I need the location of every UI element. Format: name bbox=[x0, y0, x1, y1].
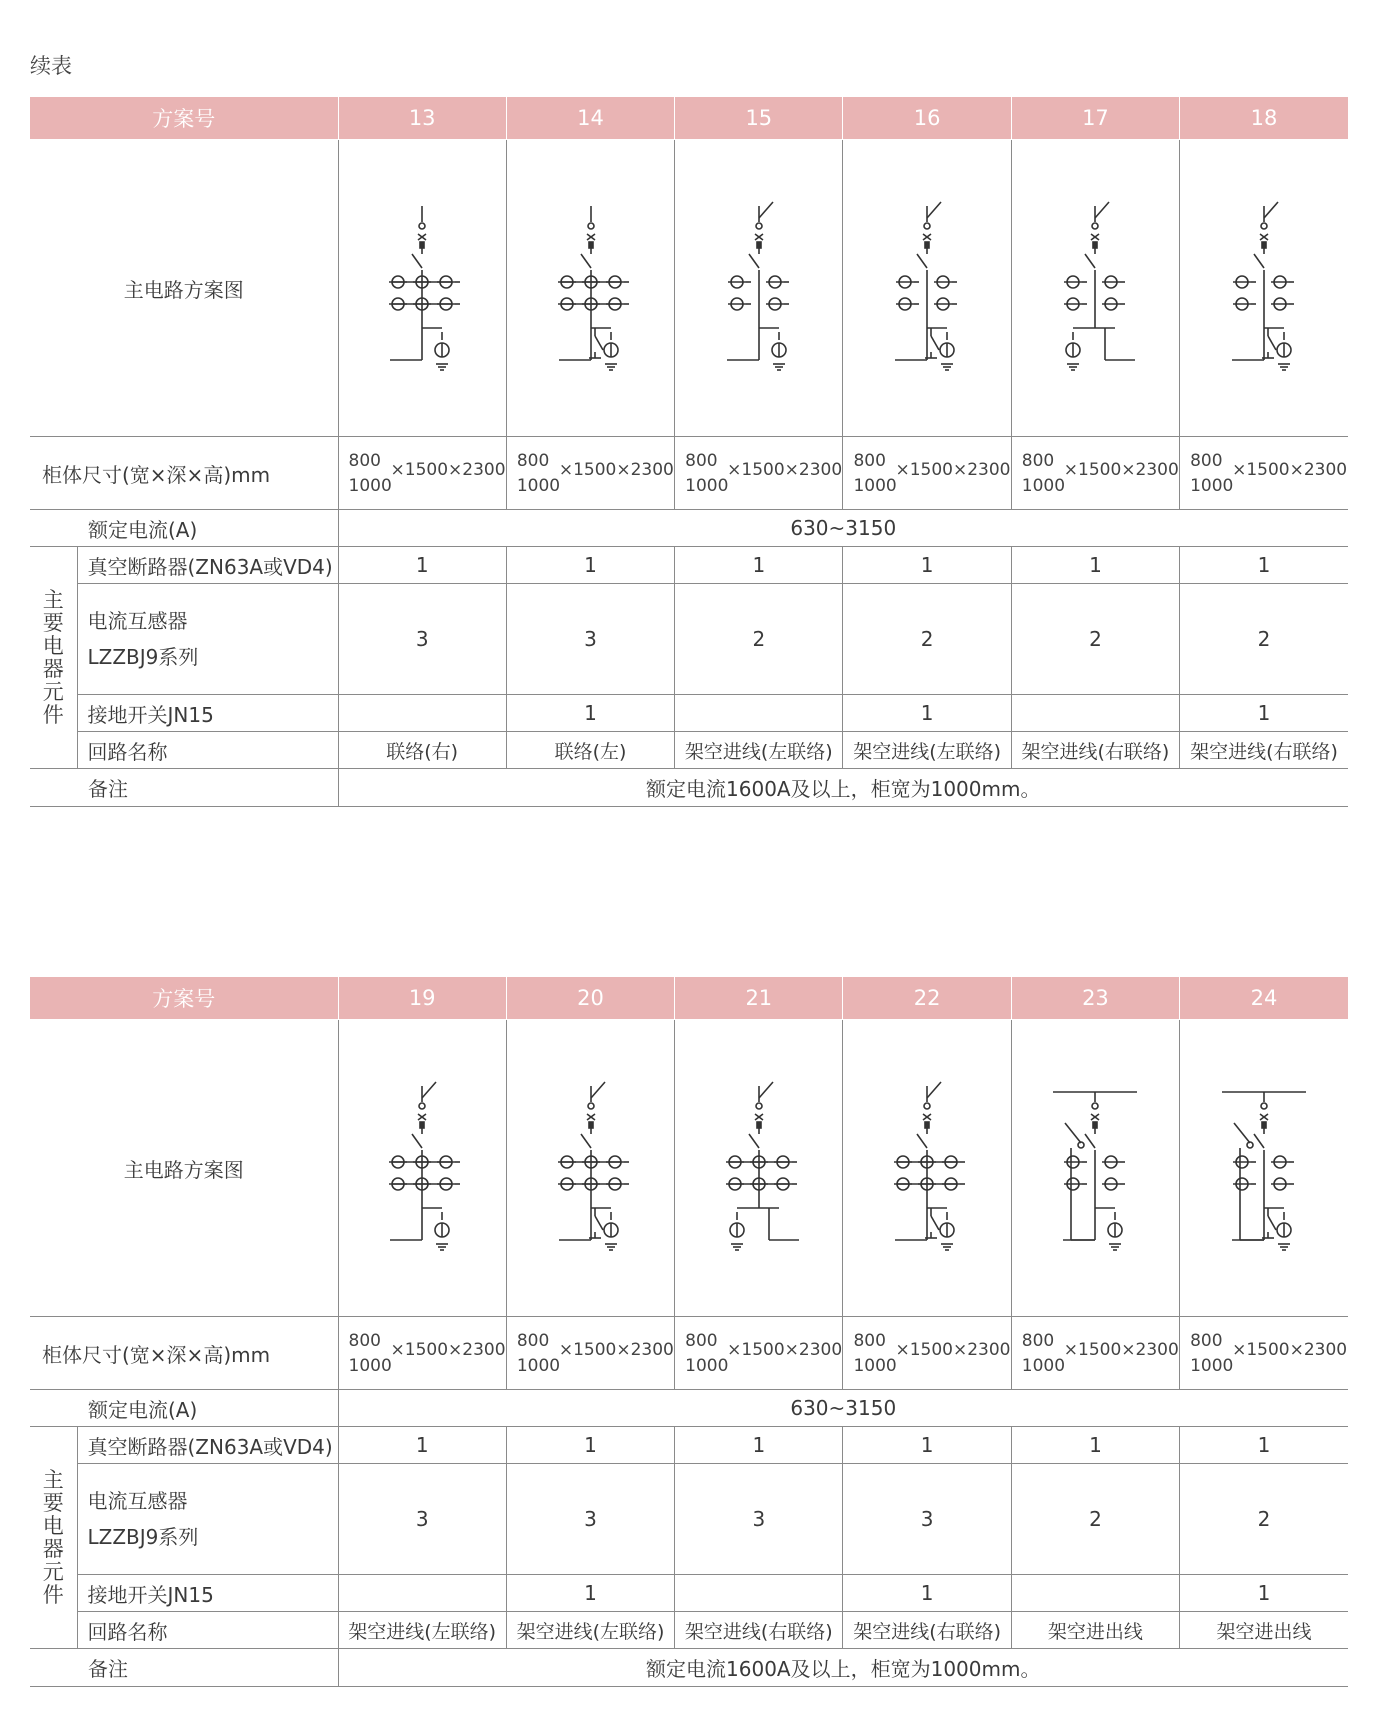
ct-label-line1: 电流互感器 bbox=[87, 609, 188, 633]
group-char: 主 bbox=[42, 587, 64, 612]
width-option-1000: 1000 bbox=[1190, 1356, 1234, 1376]
ct-qty: 3 bbox=[506, 1464, 674, 1575]
breaker-row bbox=[30, 1427, 1348, 1464]
cabinet-size-cell bbox=[338, 1317, 506, 1390]
circuit-cell bbox=[506, 140, 674, 437]
depth-height: ×1500×2300 bbox=[390, 460, 506, 480]
scheme-number: 23 bbox=[1011, 977, 1179, 1020]
width-option-1000: 1000 bbox=[853, 1356, 897, 1376]
earthing-label: 接地开关JN15 bbox=[77, 695, 338, 732]
width-option-1000: 1000 bbox=[348, 1356, 392, 1376]
circuit-cell bbox=[506, 1020, 674, 1317]
width-option-1000: 1000 bbox=[1190, 476, 1234, 496]
breaker-qty: 1 bbox=[338, 547, 506, 584]
size-row bbox=[30, 437, 1348, 510]
scheme-table-1 bbox=[30, 97, 1348, 807]
circuit-name: 架空进线(左联络) bbox=[506, 1612, 674, 1649]
circuit-name: 联络(右) bbox=[338, 732, 506, 769]
diagram-row bbox=[30, 140, 1348, 437]
circuit-name: 架空进出线 bbox=[1180, 1612, 1348, 1649]
depth-height: ×1500×2300 bbox=[895, 460, 1011, 480]
circuit-diagram-1-3 bbox=[852, 1068, 1002, 1268]
circuit-name: 架空进线(右联络) bbox=[675, 1612, 843, 1649]
circuit-cell bbox=[338, 1020, 506, 1317]
depth-height: ×1500×2300 bbox=[558, 1340, 674, 1360]
main-circuit-label: 主电路方案图 bbox=[30, 1020, 338, 1317]
remark-value: 额定电流1600A及以上，柜宽为1000mm。 bbox=[338, 769, 1348, 807]
scheme-no-label: 方案号 bbox=[30, 97, 338, 140]
rated-current-row bbox=[30, 1390, 1348, 1427]
remark-label: 备注 bbox=[30, 769, 338, 807]
circuit-cell bbox=[843, 140, 1011, 437]
circuit-name: 架空进线(左联络) bbox=[843, 732, 1011, 769]
scheme-number: 20 bbox=[506, 977, 674, 1020]
rated-current-label: 额定电流(A) bbox=[30, 510, 338, 547]
group-char: 件 bbox=[42, 702, 64, 727]
ct-label-line2: LZZBJ9系列 bbox=[87, 645, 199, 669]
circuit-diagram-1-2 bbox=[684, 1068, 834, 1268]
breaker-qty: 1 bbox=[843, 547, 1011, 584]
scheme-number: 16 bbox=[843, 97, 1011, 140]
breaker-qty: 1 bbox=[1011, 547, 1179, 584]
ct-qty: 2 bbox=[1011, 1464, 1179, 1575]
breaker-qty: 1 bbox=[675, 547, 843, 584]
main-circuit-label: 主电路方案图 bbox=[30, 140, 338, 437]
ct-label bbox=[77, 1464, 338, 1575]
width-option-800: 800 bbox=[1021, 451, 1055, 471]
group-char: 电 bbox=[42, 633, 64, 658]
remark-label: 备注 bbox=[30, 1649, 338, 1687]
earthing-qty bbox=[675, 1575, 843, 1612]
circuit-name: 架空进线(右联络) bbox=[843, 1612, 1011, 1649]
cabinet-size-cell bbox=[338, 437, 506, 510]
earthing-row bbox=[30, 1575, 1348, 1612]
breaker-qty: 1 bbox=[1180, 1427, 1348, 1464]
circuit-diagram-1-0 bbox=[347, 1068, 497, 1268]
rated-current-row bbox=[30, 510, 1348, 547]
ct-label bbox=[77, 584, 338, 695]
scheme-table-2 bbox=[30, 977, 1348, 1687]
width-option-1000: 1000 bbox=[516, 476, 561, 496]
cabinet-size-cell bbox=[1011, 1317, 1179, 1390]
cabinet-size-cell bbox=[675, 437, 843, 510]
ct-qty: 3 bbox=[675, 1464, 843, 1575]
breaker-qty: 1 bbox=[1011, 1427, 1179, 1464]
cabinet-size-cell bbox=[1180, 437, 1348, 510]
breaker-qty: 1 bbox=[506, 547, 674, 584]
earthing-qty bbox=[338, 1575, 506, 1612]
scheme-number: 18 bbox=[1180, 97, 1348, 140]
circuit-cell bbox=[843, 1020, 1011, 1317]
rated-current-value: 630~3150 bbox=[338, 510, 1348, 547]
width-option-800: 800 bbox=[348, 1331, 381, 1351]
header-row bbox=[30, 97, 1348, 140]
breaker-label: 真空断路器(ZN63A或VD4) bbox=[77, 547, 338, 584]
ct-qty: 2 bbox=[843, 584, 1011, 695]
earthing-qty: 1 bbox=[843, 1575, 1011, 1612]
earthing-qty bbox=[338, 695, 506, 732]
circuit-diagram-1-4 bbox=[1020, 1068, 1170, 1268]
width-option-1000: 1000 bbox=[1021, 1356, 1066, 1376]
circuit-diagram-1-5 bbox=[1189, 1068, 1339, 1268]
ct-qty: 2 bbox=[1180, 584, 1348, 695]
width-option-800: 800 bbox=[516, 1331, 550, 1351]
cabinet-size-label: 柜体尺寸(宽×深×高)mm bbox=[30, 1317, 338, 1390]
group-char: 元 bbox=[42, 1559, 64, 1584]
breaker-row bbox=[30, 547, 1348, 584]
width-option-800: 800 bbox=[1190, 1331, 1223, 1351]
scheme-no-label: 方案号 bbox=[30, 977, 338, 1020]
earthing-qty bbox=[675, 695, 843, 732]
main-components-label bbox=[30, 1427, 77, 1649]
circuit-diagram-0-2 bbox=[684, 188, 834, 388]
rated-current-value: 630~3150 bbox=[338, 1390, 1348, 1427]
cabinet-size-cell bbox=[506, 437, 674, 510]
circuit-diagram-0-1 bbox=[516, 188, 666, 388]
group-char: 要 bbox=[42, 610, 64, 635]
ct-qty: 2 bbox=[1180, 1464, 1348, 1575]
circuit-cell bbox=[1011, 1020, 1179, 1317]
scheme-number: 21 bbox=[675, 977, 843, 1020]
breaker-qty: 1 bbox=[1180, 547, 1348, 584]
width-option-800: 800 bbox=[853, 451, 886, 471]
width-option-1000: 1000 bbox=[685, 1356, 729, 1376]
circuit-name-row bbox=[30, 732, 1348, 769]
width-option-800: 800 bbox=[1190, 451, 1223, 471]
group-char: 要 bbox=[42, 1490, 64, 1515]
breaker-qty: 1 bbox=[843, 1427, 1011, 1464]
scheme-number: 13 bbox=[338, 97, 506, 140]
width-option-1000: 1000 bbox=[348, 476, 392, 496]
width-option-800: 800 bbox=[853, 1331, 886, 1351]
group-char: 主 bbox=[42, 1467, 64, 1492]
cabinet-size-label: 柜体尺寸(宽×深×高)mm bbox=[30, 437, 338, 510]
earthing-qty: 1 bbox=[506, 695, 674, 732]
ct-qty: 2 bbox=[1011, 584, 1179, 695]
circuit-diagram-0-0 bbox=[347, 188, 497, 388]
circuit-name: 架空进线(右联络) bbox=[1180, 732, 1348, 769]
depth-height: ×1500×2300 bbox=[1063, 1340, 1179, 1360]
depth-height: ×1500×2300 bbox=[727, 460, 843, 480]
continue-label: 续表 bbox=[30, 54, 72, 78]
ct-row bbox=[30, 1464, 1348, 1575]
earthing-qty: 1 bbox=[843, 695, 1011, 732]
cabinet-size-cell bbox=[843, 437, 1011, 510]
cabinet-size-cell bbox=[675, 1317, 843, 1390]
breaker-label: 真空断路器(ZN63A或VD4) bbox=[77, 1427, 338, 1464]
ct-label-line1: 电流互感器 bbox=[87, 1489, 188, 1513]
depth-height: ×1500×2300 bbox=[895, 1340, 1011, 1360]
earthing-qty bbox=[1011, 695, 1179, 732]
ct-row bbox=[30, 584, 1348, 695]
scheme-number: 22 bbox=[843, 977, 1011, 1020]
rated-current-label: 额定电流(A) bbox=[30, 1390, 338, 1427]
circuit-cell bbox=[1180, 1020, 1348, 1317]
circuit-cell bbox=[675, 1020, 843, 1317]
ct-qty: 3 bbox=[338, 584, 506, 695]
remark-value: 额定电流1600A及以上，柜宽为1000mm。 bbox=[338, 1649, 1348, 1687]
width-option-1000: 1000 bbox=[685, 476, 729, 496]
group-char: 器 bbox=[42, 1536, 64, 1561]
circuit-name-label: 回路名称 bbox=[77, 1612, 338, 1649]
circuit-cell bbox=[675, 140, 843, 437]
group-char: 元 bbox=[42, 679, 64, 704]
circuit-name: 联络(左) bbox=[506, 732, 674, 769]
ct-qty: 3 bbox=[338, 1464, 506, 1575]
group-char: 电 bbox=[42, 1513, 64, 1538]
width-option-800: 800 bbox=[685, 1331, 718, 1351]
circuit-diagram-1-1 bbox=[516, 1068, 666, 1268]
breaker-qty: 1 bbox=[675, 1427, 843, 1464]
cabinet-size-cell bbox=[1011, 437, 1179, 510]
depth-height: ×1500×2300 bbox=[1232, 1340, 1348, 1360]
width-option-1000: 1000 bbox=[516, 1356, 561, 1376]
ct-qty: 3 bbox=[843, 1464, 1011, 1575]
size-row bbox=[30, 1317, 1348, 1390]
ct-label-line2: LZZBJ9系列 bbox=[87, 1525, 199, 1549]
depth-height: ×1500×2300 bbox=[390, 1340, 506, 1360]
header-row bbox=[30, 977, 1348, 1020]
circuit-name: 架空进出线 bbox=[1011, 1612, 1179, 1649]
circuit-name: 架空进线(左联络) bbox=[675, 732, 843, 769]
width-option-1000: 1000 bbox=[853, 476, 897, 496]
scheme-number: 15 bbox=[675, 97, 843, 140]
circuit-name-row bbox=[30, 1612, 1348, 1649]
scheme-number: 19 bbox=[338, 977, 506, 1020]
scheme-number: 14 bbox=[506, 97, 674, 140]
group-char: 件 bbox=[42, 1582, 64, 1607]
earthing-qty: 1 bbox=[1180, 1575, 1348, 1612]
depth-height: ×1500×2300 bbox=[1063, 460, 1179, 480]
cabinet-size-cell bbox=[843, 1317, 1011, 1390]
diagram-row bbox=[30, 1020, 1348, 1317]
earthing-qty bbox=[1011, 1575, 1179, 1612]
width-option-1000: 1000 bbox=[1021, 476, 1066, 496]
depth-height: ×1500×2300 bbox=[727, 1340, 843, 1360]
depth-height: ×1500×2300 bbox=[558, 460, 674, 480]
breaker-qty: 1 bbox=[506, 1427, 674, 1464]
ct-qty: 2 bbox=[675, 584, 843, 695]
ct-qty: 3 bbox=[506, 584, 674, 695]
width-option-800: 800 bbox=[685, 451, 718, 471]
width-option-800: 800 bbox=[516, 451, 550, 471]
circuit-diagram-0-3 bbox=[852, 188, 1002, 388]
earthing-qty: 1 bbox=[1180, 695, 1348, 732]
circuit-cell bbox=[1180, 140, 1348, 437]
cabinet-size-cell bbox=[506, 1317, 674, 1390]
scheme-number: 17 bbox=[1011, 97, 1179, 140]
circuit-name-label: 回路名称 bbox=[77, 732, 338, 769]
main-components-label bbox=[30, 547, 77, 769]
circuit-name: 架空进线(左联络) bbox=[338, 1612, 506, 1649]
circuit-cell bbox=[338, 140, 506, 437]
breaker-qty: 1 bbox=[338, 1427, 506, 1464]
circuit-diagram-0-4 bbox=[1020, 188, 1170, 388]
depth-height: ×1500×2300 bbox=[1232, 460, 1348, 480]
circuit-diagram-0-5 bbox=[1189, 188, 1339, 388]
remark-row bbox=[30, 1649, 1348, 1687]
remark-row bbox=[30, 769, 1348, 807]
earthing-row bbox=[30, 695, 1348, 732]
earthing-label: 接地开关JN15 bbox=[77, 1575, 338, 1612]
width-option-800: 800 bbox=[1021, 1331, 1055, 1351]
scheme-number: 24 bbox=[1180, 977, 1348, 1020]
circuit-name: 架空进线(右联络) bbox=[1011, 732, 1179, 769]
cabinet-size-cell bbox=[1180, 1317, 1348, 1390]
group-char: 器 bbox=[42, 656, 64, 681]
earthing-qty: 1 bbox=[506, 1575, 674, 1612]
width-option-800: 800 bbox=[348, 451, 381, 471]
circuit-cell bbox=[1011, 140, 1179, 437]
